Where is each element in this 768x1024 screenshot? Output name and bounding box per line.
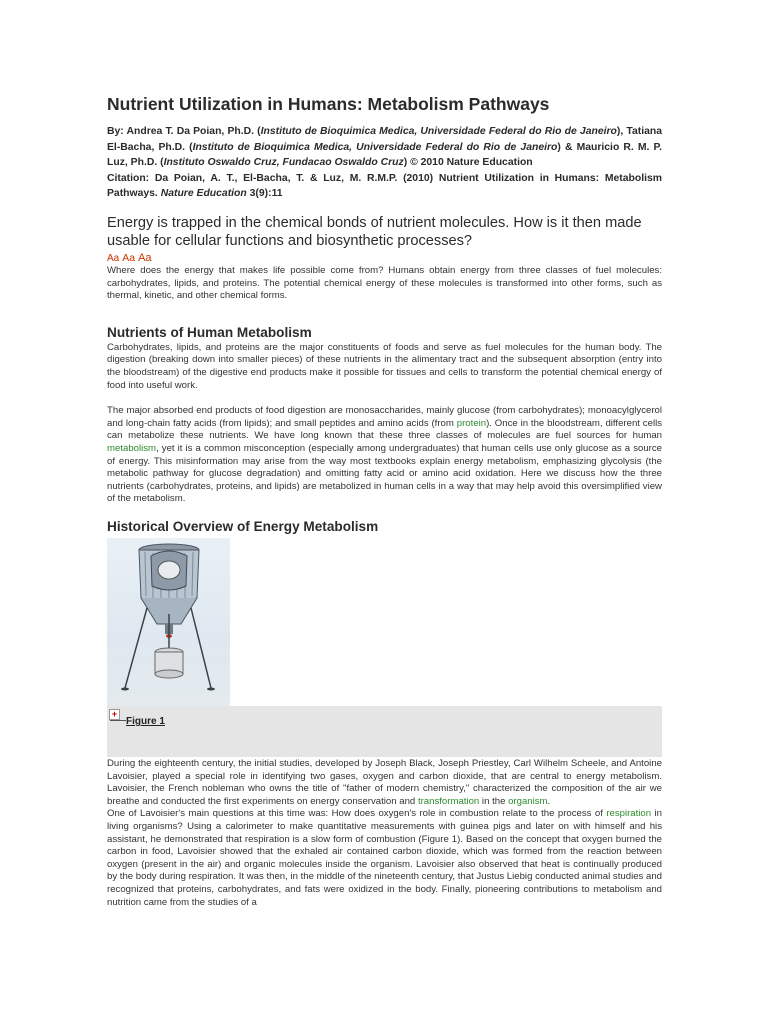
lead-question: Energy is trapped in the chemical bonds of nutrient molecules. How is it then made usable for cellular functions and biosynthetic processes? — [107, 214, 642, 250]
link-transformation[interactable]: transformation — [417, 795, 480, 807]
byline — [107, 124, 662, 171]
section-heading-nutrients: Nutrients of Human Metabolism — [107, 324, 312, 340]
article-content — [107, 94, 662, 535]
figure-1-caption-band — [107, 706, 662, 757]
byline-prefix: By: — [107, 126, 127, 137]
historical-p2-text-a: One of Lavoisier's main questions at this time was: How does oxygen's role in combustion relate to the process of — [107, 808, 607, 820]
text-size-small-button[interactable]: Aa — [107, 252, 120, 264]
historical-body — [107, 758, 662, 909]
expand-plus-icon[interactable]: + — [109, 709, 120, 720]
institution-3: Instituto Oswaldo Cruz, Fundacao Oswaldo Cruz — [163, 157, 404, 169]
historical-paragraph-1 — [107, 758, 662, 808]
author-3: ) & Mauricio R. M. P. Luz, Ph.D. ( — [107, 141, 662, 169]
author-1: Andrea T. Da Poian, Ph.D. ( — [126, 126, 261, 137]
historical-paragraph-2 — [107, 808, 662, 909]
author-2: ), Tatiana El-Bacha, Ph.D. ( — [107, 126, 662, 153]
historical-p1-text-b: in the — [479, 795, 509, 807]
nutrients-p2-text-a: The major absorbed end products of food digestion are monosaccharides, mainly glucose (from carbohydrates); monoacylglycerol and long-chain fatty acids (from lipids); and small peptides and amino acids (from — [107, 405, 662, 429]
institution-2: Instituto de Bioquimica Medica, Universidade Federal do Rio de Janeiro — [192, 141, 558, 153]
figure-1-link[interactable]: Figure 1 — [126, 716, 165, 727]
institution-1: Instituto de Bioquimica Medica, Universidade Federal do Rio de Janeiro — [260, 126, 617, 137]
nutrients-paragraph-1: Carbohydrates, lipids, and proteins are the major constituents of foods and serve as fuel molecules for the human body. The digestion (breaking down into smaller pieces) of these nutrients in the alimentary tract and the subsequent absorption (entry into the bloodstream) of the digestive end products make it possible for tissues and cells to transform the potential chemical energy of food into useful work. — [107, 341, 662, 391]
historical-p1-text-a: During the eighteenth century, the initial studies, developed by Joseph Black, Joseph Priestley, Carl Wilhelm Scheele, and Antoine Lavoisier, played a special role in identifying two gases, oxygen and carbon dioxide, that are central to energy metabolism. Lavoisier, the French nobleman who owns the title of "father of modern chemistry," characterized the composition of the air we breathe and conducted the first experiments on energy conservation and — [107, 758, 662, 807]
link-metabolism[interactable]: metabolism — [107, 442, 157, 454]
caption-divider-line — [110, 720, 126, 721]
section-heading-historical: Historical Overview of Energy Metabolism — [107, 518, 379, 534]
citation-volume: 3(9):11 — [246, 188, 283, 200]
figure-1-calorimeter-image[interactable] — [107, 538, 230, 706]
text-size-large-button[interactable]: Aa — [138, 251, 152, 264]
nutrients-p2-text-c: , yet it is a common misconception (especially among undergraduates) that human cells use only glucose as a source of energy. This misinformation may arise from the way most textbooks explain energy metabolism, emphasizing glycolysis (the metabolic pathway for glucose degradation) and omitting fatty acid or amino acid oxidation. Here we discuss how the three nutrients (carbohydrates, proteins, and lipids) are metabolized in human cells in a way that may help avoid this oversimplified view of the metabolism. — [107, 442, 662, 505]
historical-p1-text-c: . — [547, 795, 551, 807]
citation-text: Citation: Da Poian, A. T., El-Bacha, T. & Luz, M. R.M.P. (2010) Nutrient Utilization in Humans: Metabolism Pathways. — [107, 172, 662, 200]
copyright: ) © 2010 Nature Education — [403, 157, 533, 169]
citation — [107, 171, 662, 202]
nutrients-p2-text-b: ). Once in the bloodstream, different cells can metabolize these nutrients. We have long known that these three classes of molecules are fuel sources for human — [107, 417, 663, 442]
article-title: Nutrient Utilization in Humans: Metabolism Pathways — [107, 94, 550, 114]
calorimeter-illustration — [107, 538, 230, 706]
link-protein[interactable]: protein — [456, 417, 487, 429]
citation-journal: Nature Education — [160, 188, 247, 200]
link-respiration[interactable]: respiration — [606, 808, 652, 820]
text-size-medium-button[interactable]: Aa — [122, 251, 136, 264]
intro-paragraph: Where does the energy that makes life possible come from? Humans obtain energy from three classes of fuel molecules: carbohydrates, lipids, and proteins. The potential chemical energy of these molecules is transformed into other forms, such as thermal, kinetic, and other chemical forms. — [107, 264, 662, 302]
nutrients-paragraph-2 — [107, 405, 662, 506]
text-size-controls — [107, 252, 662, 265]
link-organism[interactable]: organism — [508, 795, 548, 807]
historical-p2-text-b: in living organisms? Using a calorimeter to make quantitative measurements with guinea pigs and later on with himself and his assistant, he demonstrated that respiration is a slow form of combustion (Figure 1). Based on the concept that oxygen burned the carbon in food, Lavoisier showed that the exhaled air contained carbon dioxide, which was formed from the reaction between oxygen (present in the air) and organic molecules inside the organism. Lavoisier also observed that heat is continually produced by the body during respiration. It was then, in the middle of the nineteenth century, that Justus Liebig conducted animal studies and recognized that proteins, carbohydrates, and fats were oxidized in the body. Finally, pioneering contributions to metabolism and nutrition came from the studies of a — [107, 808, 663, 908]
